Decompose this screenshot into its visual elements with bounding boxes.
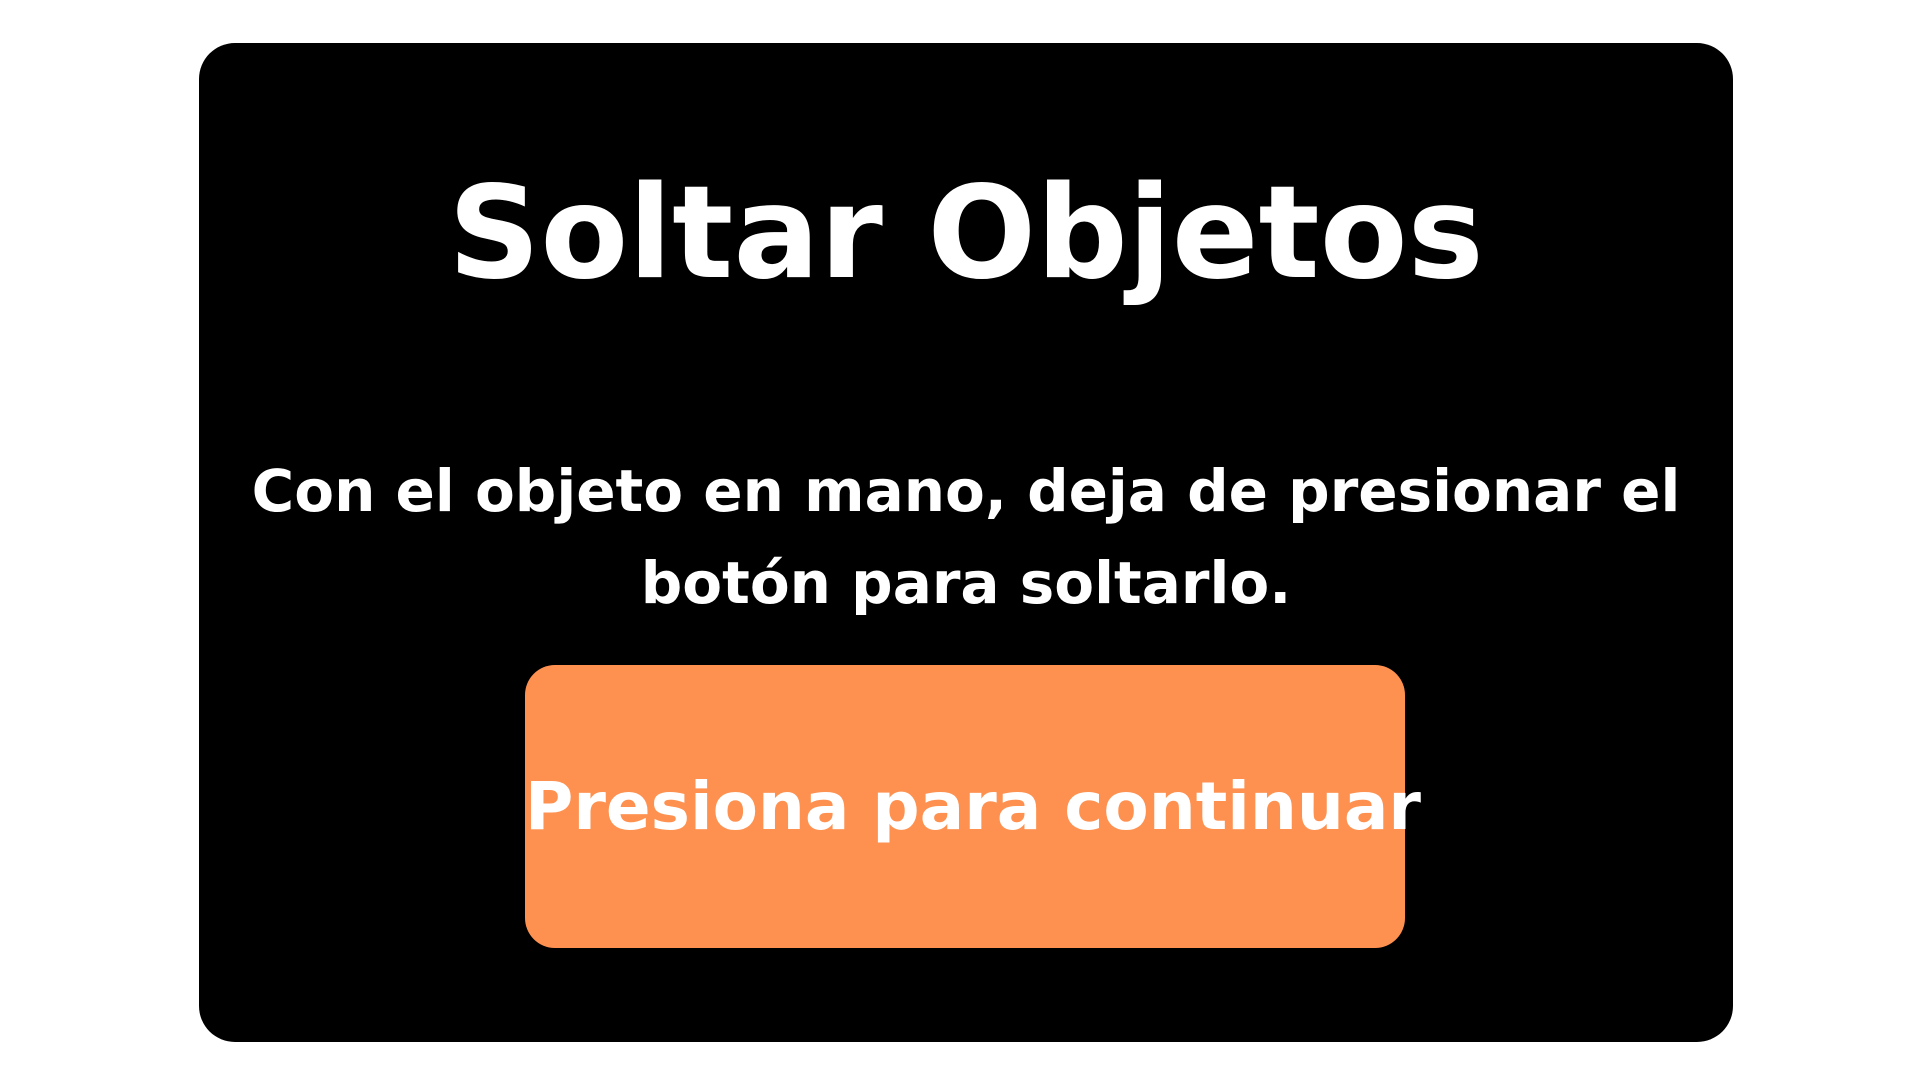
dialog-instructions: Con el objeto en mano, deja de presionar el botón para soltarlo. — [251, 457, 1681, 617]
continue-button[interactable]: Presiona para continuar — [525, 665, 1405, 948]
tutorial-dialog — [199, 43, 1733, 1042]
dialog-title: Soltar Objetos — [448, 159, 1484, 308]
